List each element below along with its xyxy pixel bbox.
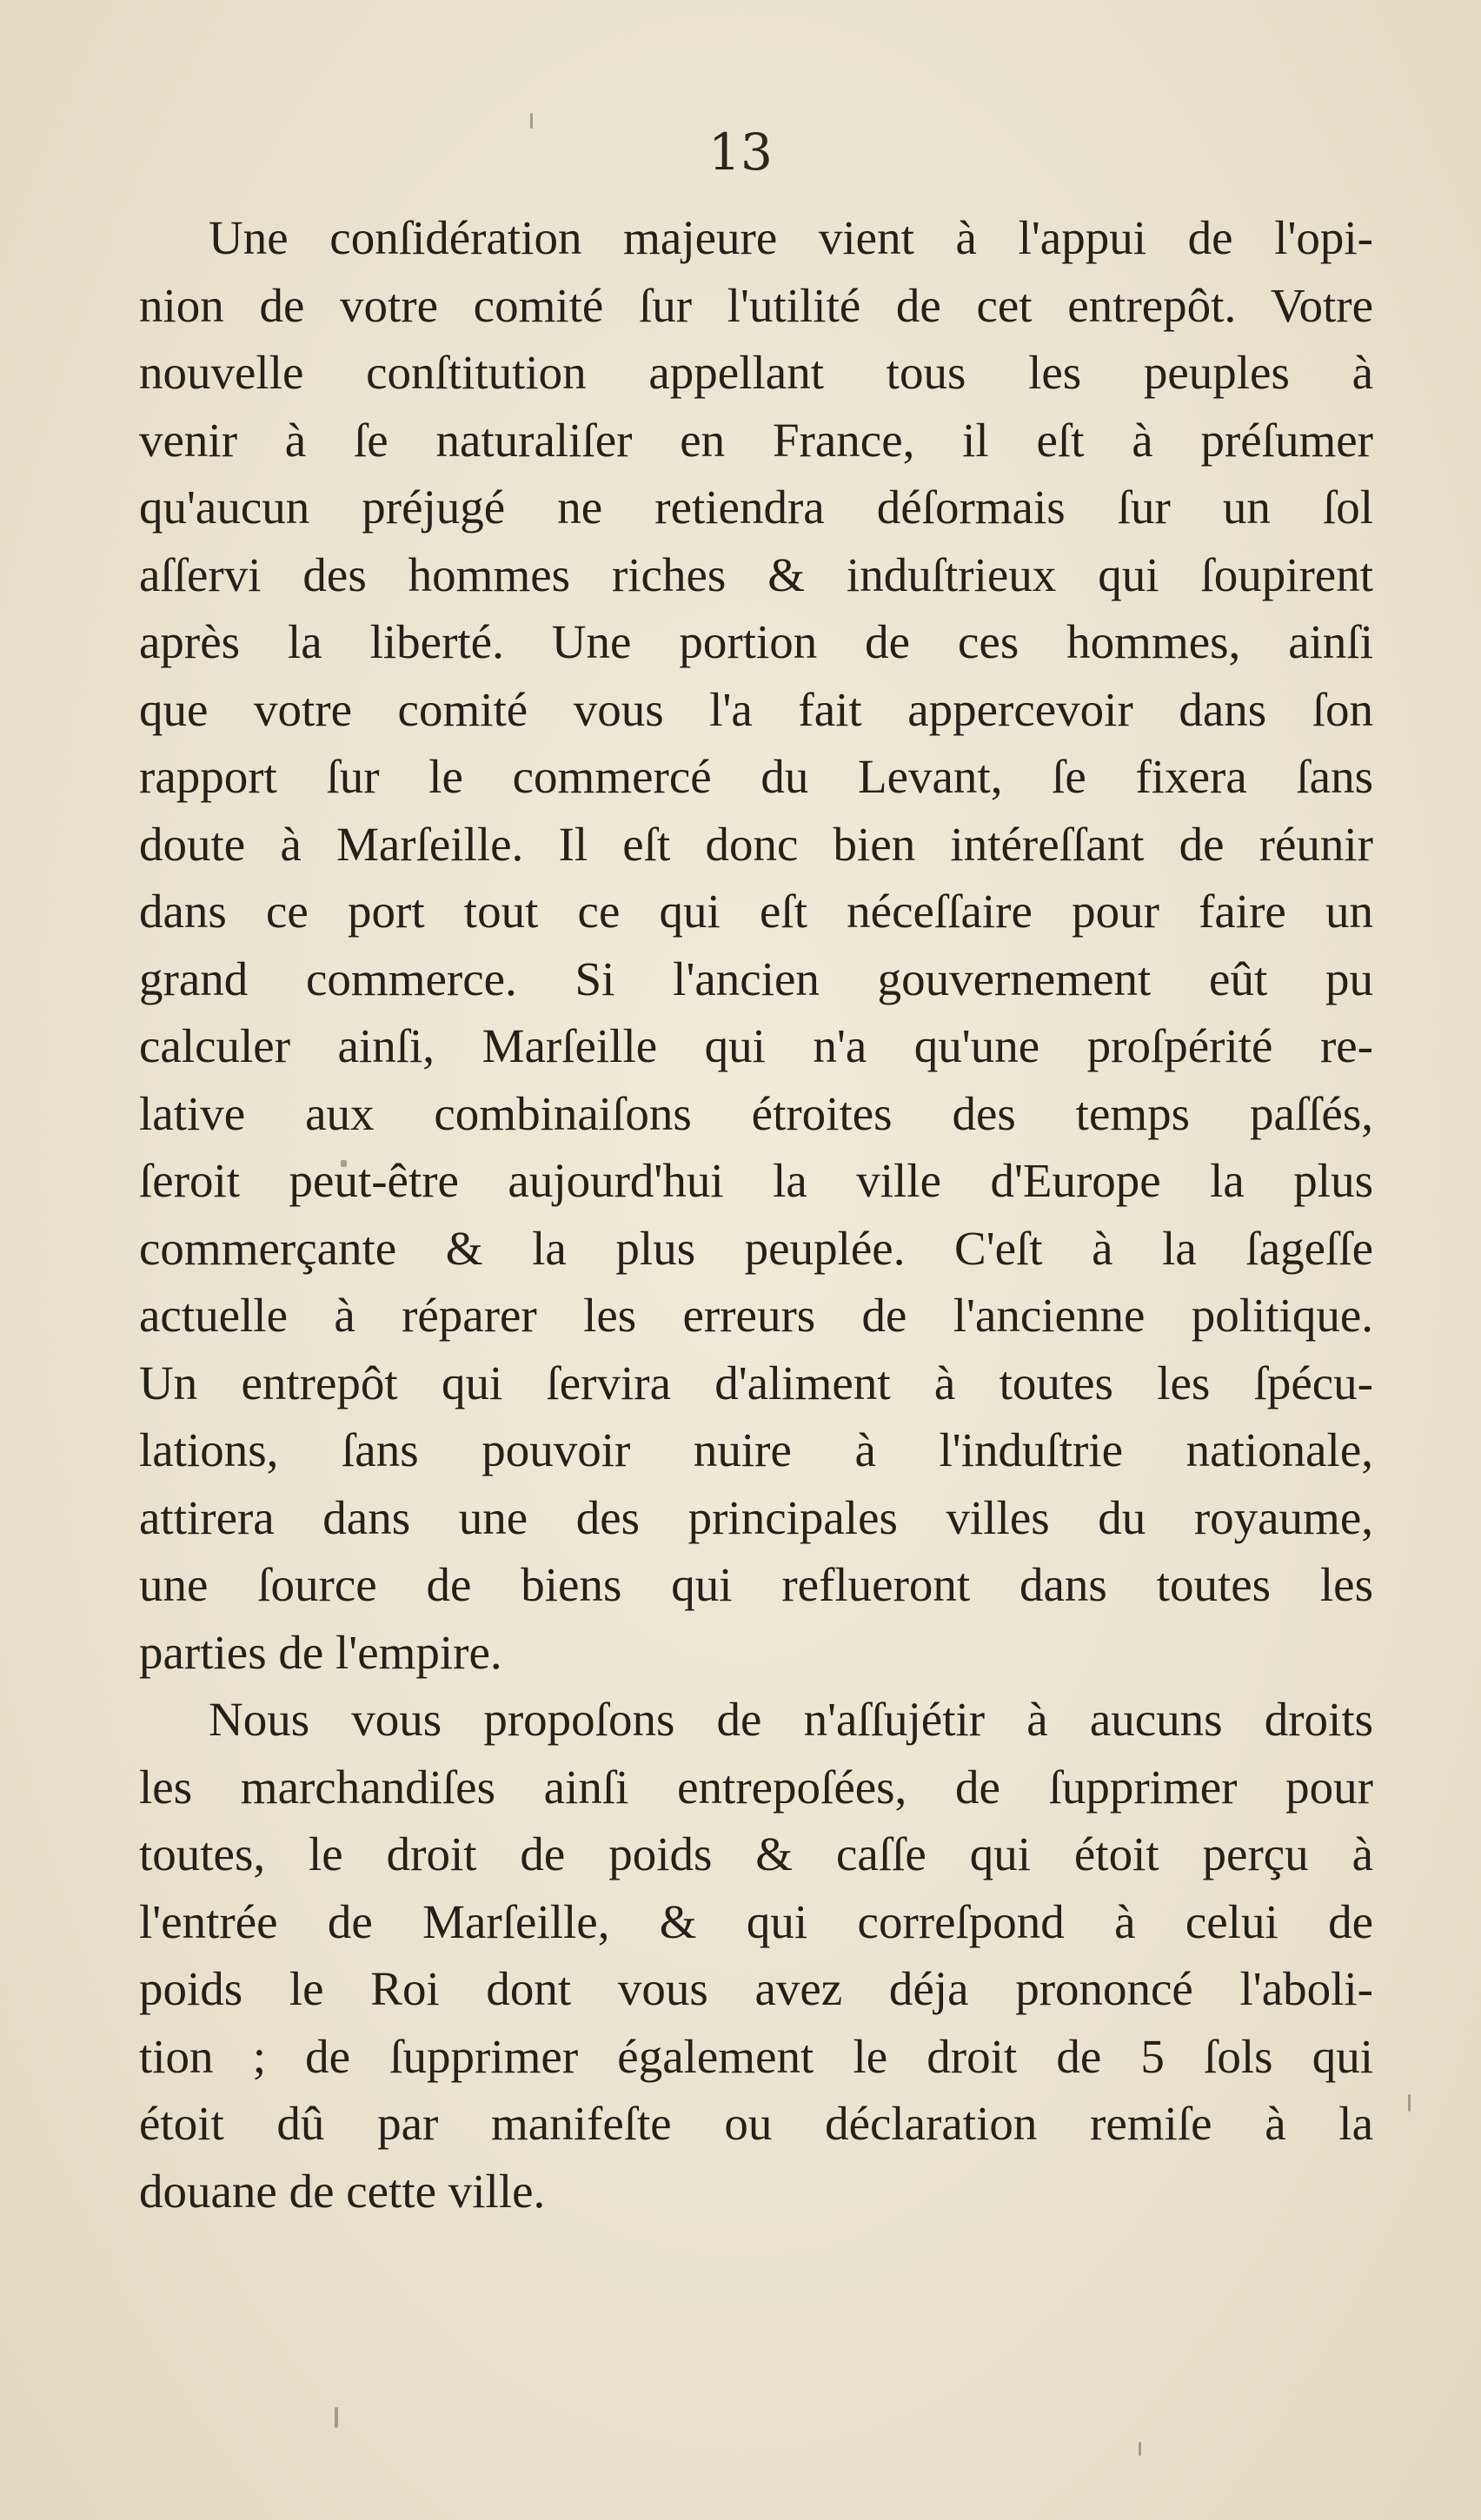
- text-line: lations, ſans pouvoir nuire à l'induſtrie nationale,: [139, 1423, 1373, 1476]
- text-line: après la liberté. Une portion de ces hommes, ainſi: [139, 615, 1373, 668]
- text-line: étoit dû par manifeſte ou déclaration remiſe à la: [139, 2097, 1373, 2150]
- text-line: rapport ſur le commercé du Levant, ſe fixera ſans: [139, 750, 1373, 803]
- text-line: l'entrée de Marſeille, & qui correſpond à celui de: [139, 1894, 1373, 1948]
- text-line: nion de votre comité ſur l'utilité de cet entrepôt. Votre: [139, 278, 1373, 332]
- text-line: tion ; de ſupprimer également le droit de 5 ſols qui: [139, 2029, 1373, 2083]
- text-line: lative aux combinaiſons étroites des temps paſſés,: [139, 1086, 1373, 1140]
- text-line: les marchandiſes ainſi entrepoſées, de ſupprimer pour: [139, 1760, 1373, 1814]
- text-line: dans ce port tout ce qui eſt néceſſaire pour faire un: [139, 885, 1373, 938]
- text-line: Une conſidération majeure vient à l'appui de l'opi-: [209, 211, 1373, 264]
- text-line: une ſource de biens qui reflueront dans toutes les: [139, 1558, 1373, 1611]
- ink-speck: [1139, 2442, 1141, 2456]
- text-line: attirera dans une des principales villes du royaume,: [139, 1490, 1373, 1544]
- text-line: venir à ſe naturaliſer en France, il eſt à préſumer: [139, 413, 1373, 467]
- paragraph-1: [139, 204, 1373, 1686]
- text-line: commerçante & la plus peuplée. C'eſt à la ſageſſe: [139, 1221, 1373, 1275]
- text-line: calculer ainſi, Marſeille qui n'a qu'une proſpérité re-: [139, 1019, 1373, 1072]
- text-line: Un entrepôt qui ſervira d'aliment à toutes les ſpécu-: [139, 1356, 1373, 1409]
- text-line: actuelle à réparer les erreurs de l'ancienne politique.: [139, 1289, 1373, 1342]
- text-line: aſſervi des hommes riches & induſtrieux qui ſoupirent: [139, 547, 1373, 601]
- text-line: parties de l'empire.: [139, 1625, 502, 1679]
- text-line: doute à Marſeille. Il eſt donc bien intéreſſant de réunir: [139, 817, 1373, 871]
- paragraph-2: [139, 1686, 1373, 2225]
- body-text: [139, 204, 1373, 2225]
- text-line: que votre comité vous l'a fait appercevoir dans ſon: [139, 682, 1373, 736]
- text-line: poids le Roi dont vous avez déja prononcé l'aboli-: [139, 1962, 1373, 2015]
- page-number: 13: [708, 123, 773, 182]
- text-line: toutes, le droit de poids & caſſe qui étoit perçu à: [139, 1827, 1373, 1880]
- ink-speck: [335, 2407, 338, 2428]
- text-line: Nous vous propoſons de n'aſſujétir à aucuns droits: [209, 1693, 1373, 1746]
- text-line: grand commerce. Si l'ancien gouvernement eût pu: [139, 952, 1373, 1005]
- text-line: douane de cette ville.: [139, 2164, 546, 2218]
- text-line: qu'aucun préjugé ne retiendra déſormais ſur un ſol: [139, 481, 1373, 534]
- text-line: nouvelle conſtitution appellant tous les peuples à: [139, 346, 1373, 399]
- text-line: ſeroit peut-être aujourd'hui la ville d'Europe la plus: [139, 1154, 1373, 1207]
- ink-speck: [1408, 2094, 1411, 2112]
